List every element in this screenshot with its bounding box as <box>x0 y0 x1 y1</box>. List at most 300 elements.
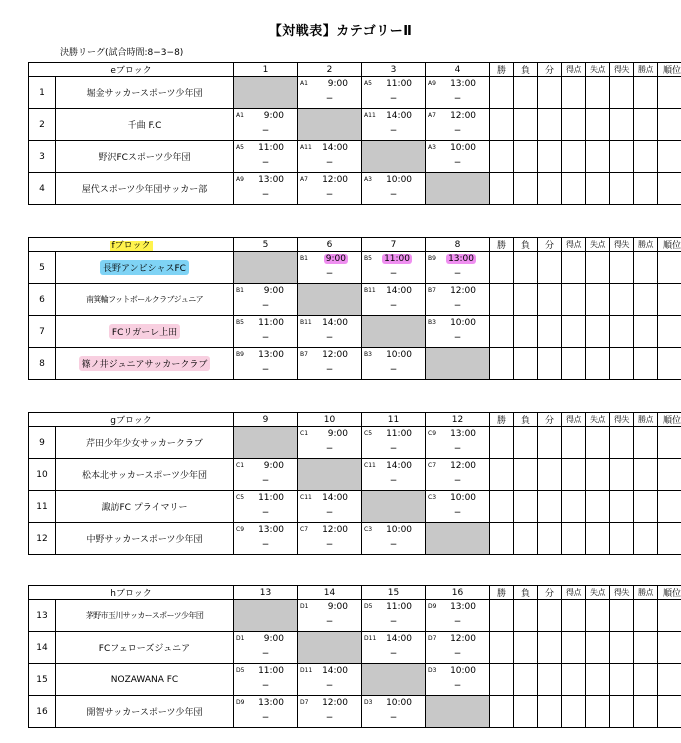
stat-column-header: 失点 <box>586 238 610 252</box>
stat-cell <box>538 77 562 109</box>
match-time: 12:00 <box>322 175 349 185</box>
stat-cell <box>586 284 610 316</box>
match-code: C7 <box>300 526 309 533</box>
self-match-cell <box>426 173 490 205</box>
stat-cell <box>562 173 586 205</box>
team-name-cell <box>56 141 234 173</box>
match-code: A9 <box>428 80 436 87</box>
match-cell <box>298 696 362 728</box>
team-name: 中野サッカースポーツ少年団 <box>86 535 203 545</box>
stat-column-header: 順位 <box>658 413 681 427</box>
stat-column-header: 得点 <box>562 413 586 427</box>
team-name: 堀金サッカースポーツ少年団 <box>86 89 203 99</box>
self-match-cell <box>362 491 426 523</box>
stat-column-header: 順位 <box>658 63 681 77</box>
stat-cell <box>658 316 681 348</box>
match-time: 10:00 <box>450 143 477 153</box>
team-name: 諏訪FC プライマリー <box>101 503 188 513</box>
team-name-cell <box>56 523 234 555</box>
stat-cell <box>586 600 610 632</box>
team-name: 篠ノ井ジュニアサッカークラブ <box>79 356 211 371</box>
stat-cell <box>538 427 562 459</box>
match-cell <box>298 348 362 380</box>
block-name: eブロック <box>110 66 152 76</box>
stat-cell <box>586 316 610 348</box>
team-number: 10 <box>29 459 56 491</box>
match-time: 12:00 <box>450 111 477 121</box>
team-name-cell <box>56 459 234 491</box>
team-name-cell <box>56 173 234 205</box>
team-name-cell <box>56 284 234 316</box>
score-dash: − <box>453 158 462 168</box>
match-time: 13:00 <box>258 525 285 535</box>
stat-cell <box>562 523 586 555</box>
score-dash: − <box>453 476 462 486</box>
team-column-header: 11 <box>362 413 426 427</box>
team-column-header: 5 <box>234 238 298 252</box>
team-row <box>29 77 681 109</box>
stat-cell <box>514 600 538 632</box>
team-number: 7 <box>29 316 56 348</box>
team-column-header: 8 <box>426 238 490 252</box>
team-row <box>29 459 681 491</box>
match-code: B5 <box>236 319 244 326</box>
match-code: D5 <box>236 667 245 674</box>
stat-cell <box>562 77 586 109</box>
team-name: 茅野市玉川サッカースポーツ少年団 <box>85 611 204 620</box>
match-code: B7 <box>300 351 308 358</box>
stat-cell <box>610 109 634 141</box>
match-code: B3 <box>364 351 372 358</box>
score-dash: − <box>325 269 334 279</box>
stat-column-header: 失点 <box>586 413 610 427</box>
team-column-header: 7 <box>362 238 426 252</box>
match-cell <box>362 252 426 284</box>
match-code: C1 <box>236 462 245 469</box>
stat-cell <box>490 664 514 696</box>
match-cell <box>234 109 298 141</box>
match-code: A5 <box>236 144 244 151</box>
match-cell <box>298 77 362 109</box>
self-match-cell <box>298 284 362 316</box>
match-time: 13:00 <box>450 79 477 89</box>
team-column-header: 1 <box>234 63 298 77</box>
stat-cell <box>562 491 586 523</box>
match-time: 13:00 <box>258 350 284 360</box>
match-time: 9:00 <box>263 634 284 644</box>
stat-column-header: 得失 <box>610 586 634 600</box>
self-match-cell <box>234 427 298 459</box>
stat-cell <box>538 664 562 696</box>
score-dash: − <box>389 190 398 200</box>
match-cell <box>298 491 362 523</box>
stat-cell <box>586 696 610 728</box>
match-cell <box>234 316 298 348</box>
match-cell <box>426 316 490 348</box>
score-dash: − <box>261 713 270 723</box>
stat-cell <box>586 348 610 380</box>
stat-cell <box>586 664 610 696</box>
stat-column-header: 失点 <box>586 63 610 77</box>
stat-cell <box>610 664 634 696</box>
match-cell <box>298 141 362 173</box>
stat-column-header: 負 <box>514 413 538 427</box>
match-cell <box>298 523 362 555</box>
match-cell <box>426 252 490 284</box>
match-code: A5 <box>364 80 372 87</box>
match-time: 13:00 <box>258 698 284 708</box>
team-number: 12 <box>29 523 56 555</box>
stat-cell <box>562 141 586 173</box>
stat-column-header: 勝 <box>490 413 514 427</box>
stat-cell <box>514 664 538 696</box>
team-number: 4 <box>29 173 56 205</box>
stat-cell <box>514 284 538 316</box>
match-cell <box>362 284 426 316</box>
match-cell <box>234 284 298 316</box>
match-cell <box>234 696 298 728</box>
stat-cell <box>538 696 562 728</box>
stat-cell <box>658 696 681 728</box>
match-cell <box>426 109 490 141</box>
stat-column-header: 得点 <box>562 238 586 252</box>
team-number: 11 <box>29 491 56 523</box>
stat-cell <box>586 252 610 284</box>
team-name-cell <box>56 696 234 728</box>
stat-cell <box>538 252 562 284</box>
stat-cell <box>658 523 681 555</box>
self-match-cell <box>426 696 490 728</box>
stat-cell <box>586 632 610 664</box>
match-time: 14:00 <box>386 634 412 644</box>
match-time: 9:00 <box>263 286 284 296</box>
stat-column-header: 勝点 <box>634 63 658 77</box>
stat-cell <box>634 664 658 696</box>
team-row <box>29 109 681 141</box>
match-code: D11 <box>300 667 313 674</box>
stat-cell <box>610 523 634 555</box>
team-column-header: 14 <box>298 586 362 600</box>
match-cell <box>362 427 426 459</box>
match-code: A11 <box>300 144 312 151</box>
score-dash: − <box>389 476 398 486</box>
stat-cell <box>538 173 562 205</box>
stat-cell <box>490 427 514 459</box>
stat-cell <box>634 141 658 173</box>
match-code: B5 <box>364 255 372 262</box>
match-cell <box>234 141 298 173</box>
stat-cell <box>562 427 586 459</box>
stat-cell <box>562 109 586 141</box>
stat-cell <box>586 173 610 205</box>
block-name-cell <box>29 238 234 252</box>
stat-column-header: 失点 <box>586 586 610 600</box>
match-cell <box>234 523 298 555</box>
match-cell <box>426 664 490 696</box>
stat-cell <box>610 696 634 728</box>
match-code: D9 <box>236 699 245 706</box>
match-code: C9 <box>236 526 245 533</box>
team-column-header: 2 <box>298 63 362 77</box>
score-dash: − <box>325 540 334 550</box>
match-time: 12:00 <box>450 461 477 471</box>
match-cell <box>426 284 490 316</box>
stat-cell <box>490 252 514 284</box>
match-code: D1 <box>300 603 309 610</box>
match-time: 9:00 <box>263 111 285 121</box>
team-column-header: 15 <box>362 586 426 600</box>
self-match-cell <box>362 664 426 696</box>
stat-cell <box>538 316 562 348</box>
match-time: 14:00 <box>322 493 349 503</box>
match-cell <box>426 491 490 523</box>
score-dash: − <box>453 444 462 454</box>
score-dash: − <box>261 649 270 659</box>
stat-column-header: 負 <box>514 238 538 252</box>
match-cell <box>234 664 298 696</box>
team-name: FCリガーレ上田 <box>109 324 180 339</box>
score-dash: − <box>261 508 270 518</box>
match-time: 11:00 <box>386 79 413 89</box>
team-column-header: 13 <box>234 586 298 600</box>
score-dash: − <box>453 649 462 659</box>
stat-cell <box>490 173 514 205</box>
match-time: 11:00 <box>384 254 410 264</box>
match-code: A7 <box>428 112 436 119</box>
team-row <box>29 523 681 555</box>
match-time: 14:00 <box>386 111 413 121</box>
stat-cell <box>634 459 658 491</box>
block-name: fブロック <box>111 241 151 251</box>
stat-cell <box>490 491 514 523</box>
match-code: D7 <box>300 699 309 706</box>
team-row <box>29 600 681 632</box>
team-name-cell <box>56 252 234 284</box>
match-cell <box>362 600 426 632</box>
stat-cell <box>562 632 586 664</box>
match-time: 13:00 <box>258 175 285 185</box>
score-dash: − <box>389 94 398 104</box>
match-code: C9 <box>428 430 437 437</box>
team-name: FCフェローズジュニア <box>98 644 191 654</box>
match-time: 11:00 <box>258 143 285 153</box>
stat-cell <box>586 427 610 459</box>
match-code: C1 <box>300 430 309 437</box>
stat-cell <box>538 491 562 523</box>
stat-cell <box>586 109 610 141</box>
team-row <box>29 696 681 728</box>
stat-column-header: 負 <box>514 63 538 77</box>
score-dash: − <box>261 158 270 168</box>
self-match-cell <box>298 459 362 491</box>
team-number: 15 <box>29 664 56 696</box>
stat-cell <box>610 77 634 109</box>
team-number: 13 <box>29 600 56 632</box>
score-dash: − <box>261 333 270 343</box>
stat-column-header: 分 <box>538 413 562 427</box>
stat-cell <box>610 316 634 348</box>
team-column-header: 3 <box>362 63 426 77</box>
score-dash: − <box>453 126 462 136</box>
match-time: 10:00 <box>450 493 477 503</box>
match-cell <box>298 664 362 696</box>
stat-cell <box>490 109 514 141</box>
stat-cell <box>562 696 586 728</box>
team-name-cell <box>56 491 234 523</box>
stat-cell <box>514 348 538 380</box>
match-cell <box>426 600 490 632</box>
stat-cell <box>658 173 681 205</box>
match-time: 9:00 <box>325 254 346 264</box>
score-dash: − <box>453 94 462 104</box>
stat-cell <box>586 459 610 491</box>
self-match-cell <box>362 316 426 348</box>
match-code: A7 <box>300 176 308 183</box>
stat-cell <box>658 348 681 380</box>
match-time: 13:00 <box>450 602 476 612</box>
match-time: 12:00 <box>322 525 349 535</box>
stat-cell <box>562 348 586 380</box>
match-cell <box>234 632 298 664</box>
team-name-cell <box>56 632 234 664</box>
team-name: 長野アンビシャスFC <box>100 260 189 275</box>
stat-cell <box>562 600 586 632</box>
stat-cell <box>658 284 681 316</box>
stat-cell <box>634 252 658 284</box>
team-row <box>29 173 681 205</box>
block-table <box>28 237 681 380</box>
team-number: 14 <box>29 632 56 664</box>
match-code: B7 <box>428 287 436 294</box>
stat-cell <box>658 427 681 459</box>
stat-cell <box>634 696 658 728</box>
score-dash: − <box>325 365 334 375</box>
team-row <box>29 348 681 380</box>
match-time: 12:00 <box>322 350 348 360</box>
stat-column-header: 順位 <box>658 586 681 600</box>
stat-cell <box>514 523 538 555</box>
team-name: 南箕輪フットボールクラブジュニア <box>85 295 204 304</box>
stat-cell <box>490 600 514 632</box>
stat-cell <box>490 523 514 555</box>
team-row <box>29 284 681 316</box>
stat-cell <box>658 664 681 696</box>
block-name-cell <box>29 586 234 600</box>
team-row <box>29 252 681 284</box>
stat-cell <box>538 141 562 173</box>
team-name-cell <box>56 600 234 632</box>
score-dash: − <box>389 126 398 136</box>
team-name: 開智サッカースポーツ少年団 <box>86 708 203 718</box>
match-cell <box>234 491 298 523</box>
stat-cell <box>610 632 634 664</box>
match-cell <box>362 523 426 555</box>
stat-cell <box>634 600 658 632</box>
score-dash: − <box>325 681 334 691</box>
block-header-row <box>29 413 681 427</box>
score-dash: − <box>325 158 334 168</box>
stat-cell <box>490 459 514 491</box>
match-code: A1 <box>300 80 308 87</box>
match-time: 12:00 <box>322 698 348 708</box>
stat-cell <box>610 600 634 632</box>
score-dash: − <box>453 617 462 627</box>
self-match-cell <box>298 632 362 664</box>
stat-cell <box>562 316 586 348</box>
stat-cell <box>514 252 538 284</box>
self-match-cell <box>234 77 298 109</box>
team-column-header: 9 <box>234 413 298 427</box>
match-code: A1 <box>236 112 244 119</box>
match-code: D5 <box>364 603 373 610</box>
team-row <box>29 664 681 696</box>
stat-cell <box>490 77 514 109</box>
team-column-header: 16 <box>426 586 490 600</box>
match-time: 14:00 <box>322 318 348 328</box>
stat-cell <box>490 632 514 664</box>
stat-column-header: 勝点 <box>634 413 658 427</box>
match-time: 11:00 <box>258 493 285 503</box>
stat-cell <box>586 77 610 109</box>
match-time: 14:00 <box>386 461 413 471</box>
team-row <box>29 427 681 459</box>
match-code: A11 <box>364 112 376 119</box>
match-code: C5 <box>236 494 245 501</box>
stat-cell <box>514 316 538 348</box>
block-name: hブロック <box>110 589 152 599</box>
match-time: 14:00 <box>386 286 412 296</box>
stat-cell <box>634 348 658 380</box>
match-cell <box>298 316 362 348</box>
stat-cell <box>658 109 681 141</box>
match-cell <box>362 459 426 491</box>
team-number: 5 <box>29 252 56 284</box>
match-cell <box>298 427 362 459</box>
stat-cell <box>538 523 562 555</box>
match-time: 10:00 <box>386 698 412 708</box>
stat-cell <box>658 252 681 284</box>
stat-cell <box>586 141 610 173</box>
team-name-cell <box>56 348 234 380</box>
stat-column-header: 得失 <box>610 413 634 427</box>
team-row <box>29 491 681 523</box>
match-cell <box>234 173 298 205</box>
score-dash: − <box>325 617 334 627</box>
team-name: NOZAWANA FC <box>110 674 179 685</box>
score-dash: − <box>389 269 398 279</box>
match-cell <box>362 696 426 728</box>
stat-column-header: 得点 <box>562 63 586 77</box>
score-dash: − <box>261 301 270 311</box>
stat-cell <box>658 632 681 664</box>
match-cell <box>426 632 490 664</box>
stat-column-header: 勝点 <box>634 586 658 600</box>
score-dash: − <box>389 301 398 311</box>
team-number: 6 <box>29 284 56 316</box>
match-cell <box>362 77 426 109</box>
stat-cell <box>490 141 514 173</box>
match-code: D1 <box>236 635 245 642</box>
team-row <box>29 316 681 348</box>
score-dash: − <box>261 540 270 550</box>
score-dash: − <box>389 617 398 627</box>
match-code: C3 <box>364 526 373 533</box>
stat-cell <box>634 316 658 348</box>
stat-column-header: 順位 <box>658 238 681 252</box>
score-dash: − <box>325 94 334 104</box>
stat-cell <box>514 109 538 141</box>
stat-cell <box>562 459 586 491</box>
